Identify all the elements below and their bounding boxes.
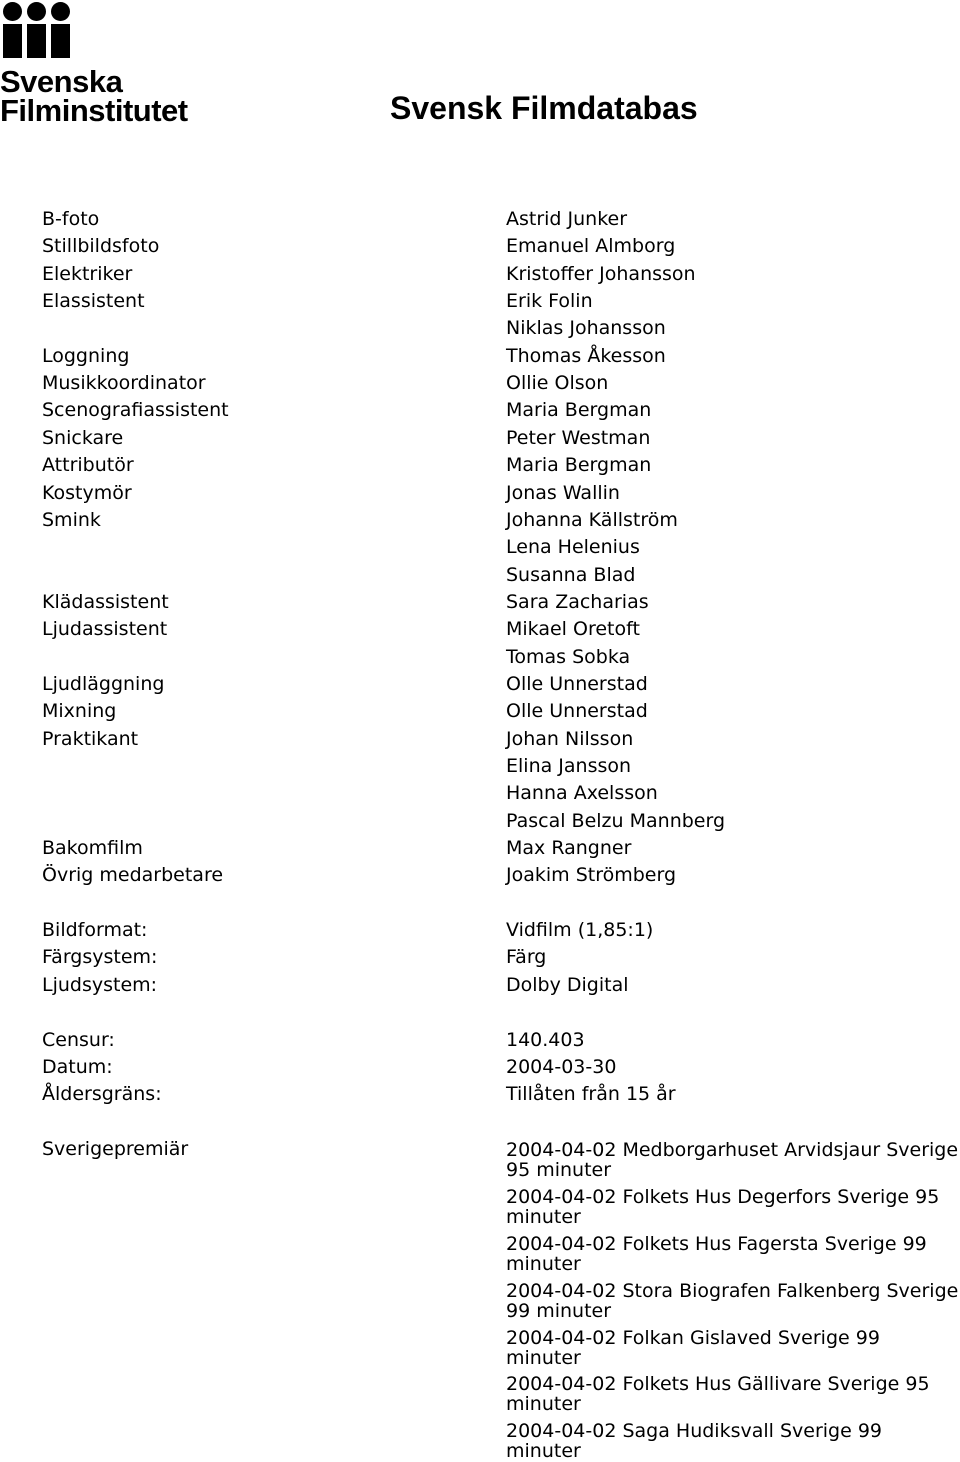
crew-member-name: Astrid Junker <box>506 208 628 230</box>
crew-role-label: Ljudläggning <box>42 672 165 695</box>
tech-spec-label: Bildformat: <box>42 919 148 942</box>
info-value: Tillåten från 15 år <box>506 1083 676 1106</box>
crew-member-name: Kristoffer Johansson <box>506 262 696 285</box>
premiere-entry: 2004-04-02 Folkan Gislaved Sverige 99 minuter <box>506 1326 880 1369</box>
premiere-entry: 2004-04-02 Folkets Hus Degerfors Sverige 95 minuter <box>506 1185 940 1228</box>
crew-member-name: Johan Nilsson <box>506 727 634 750</box>
tech-spec-label: Ljudsystem: <box>42 973 158 996</box>
crew-role-label: Musikkoordinator <box>42 372 206 395</box>
premiere-entry: 2004-04-02 Medborgarhuset Arvidsjaur Sverige 95 minuter <box>506 1138 959 1181</box>
logo-text-filminstitutet: Filminstitutet <box>0 93 188 128</box>
crew-role-label: Kostymör <box>42 481 132 504</box>
crew-member-name: Mikael Oretoft <box>506 618 640 641</box>
crew-member-name: Maria Bergman <box>506 454 652 477</box>
tech-spec-label: Färgsystem: <box>42 946 158 969</box>
crew-member-name: Maria Bergman <box>506 399 652 422</box>
crew-member-name: Max Rangner <box>506 837 632 860</box>
crew-member-name: Lena Helenius <box>506 536 640 559</box>
info-label: Censur: <box>42 1028 115 1051</box>
crew-member-name: Johanna Källström <box>506 508 678 531</box>
crew-role-label: Praktikant <box>42 727 139 750</box>
crew-member-name: Elina Jansson <box>506 755 632 777</box>
crew-member-name: Niklas Johansson <box>506 317 666 340</box>
premiere-entry: 2004-04-02 Saga Hudiksvall Sverige 99 minuter <box>506 1420 883 1462</box>
crew-member-name: Jonas Wallin <box>506 481 620 504</box>
crew-role-label: Elassistent <box>42 290 145 313</box>
crew-member-name: Olle Unnerstad <box>506 672 648 695</box>
crew-member-name: Sara Zacharias <box>506 590 649 613</box>
crew-role-label: B-foto <box>42 208 100 230</box>
premiere-entry: 2004-04-02 Stora Biografen Falkenberg Sverige 99 minuter <box>506 1279 959 1322</box>
page-title: Svensk Filmdatabas <box>390 90 698 126</box>
premiere-entry: 2004-04-02 Folkets Hus Fagersta Sverige 99 minuter <box>506 1232 927 1275</box>
premiere-entry: 2004-04-02 Folkets Hus Gällivare Sverige 95 minuter <box>506 1373 930 1416</box>
tech-spec-value: Vidfilm (1,85:1) <box>506 919 654 942</box>
svenska-filminstitutet-logo <box>0 0 200 130</box>
crew-member-name: Susanna Blad <box>506 563 636 586</box>
crew-role-label: Attributör <box>42 454 134 477</box>
crew-member-name: Emanuel Almborg <box>506 235 676 258</box>
info-value: 140.403 <box>506 1028 585 1051</box>
crew-role-label: Scenografiassistent <box>42 399 229 422</box>
crew-member-name: Pascal Belzu Mannberg <box>506 809 726 832</box>
crew-member-name: Hanna Axelsson <box>506 782 658 805</box>
crew-member-name: Ollie Olson <box>506 372 609 395</box>
tech-spec-value: Färg <box>506 946 547 969</box>
crew-role-label: Loggning <box>42 344 130 367</box>
crew-member-name: Joakim Strömberg <box>506 864 677 887</box>
crew-role-label: Mixning <box>42 700 117 723</box>
crew-role-label: Ljudassistent <box>42 618 168 641</box>
crew-member-name: Olle Unnerstad <box>506 700 648 723</box>
crew-role-label: Klädassistent <box>42 590 169 613</box>
info-label: Åldersgräns: <box>42 1083 162 1106</box>
crew-role-label: Stillbildsfoto <box>42 235 160 258</box>
tech-spec-value: Dolby Digital <box>506 973 629 996</box>
crew-role-label: Smink <box>42 508 101 531</box>
info-value: 2004-03-30 <box>506 1055 617 1078</box>
crew-role-label: Elektriker <box>42 262 133 285</box>
crew-member-name: Erik Folin <box>506 290 593 313</box>
crew-member-name: Tomas Sobka <box>506 645 631 668</box>
crew-role-label: Snickare <box>42 426 124 449</box>
crew-role-label: Övrig medarbetare <box>42 864 224 887</box>
info-label: Datum: <box>42 1055 113 1078</box>
crew-member-name: Thomas Åkesson <box>506 344 666 367</box>
crew-member-name: Peter Westman <box>506 426 651 449</box>
crew-role-label: Bakomfilm <box>42 837 143 860</box>
premiere-label: Sverigepremiär <box>42 1137 189 1160</box>
logo-text-svenska: Svenska <box>0 64 123 99</box>
